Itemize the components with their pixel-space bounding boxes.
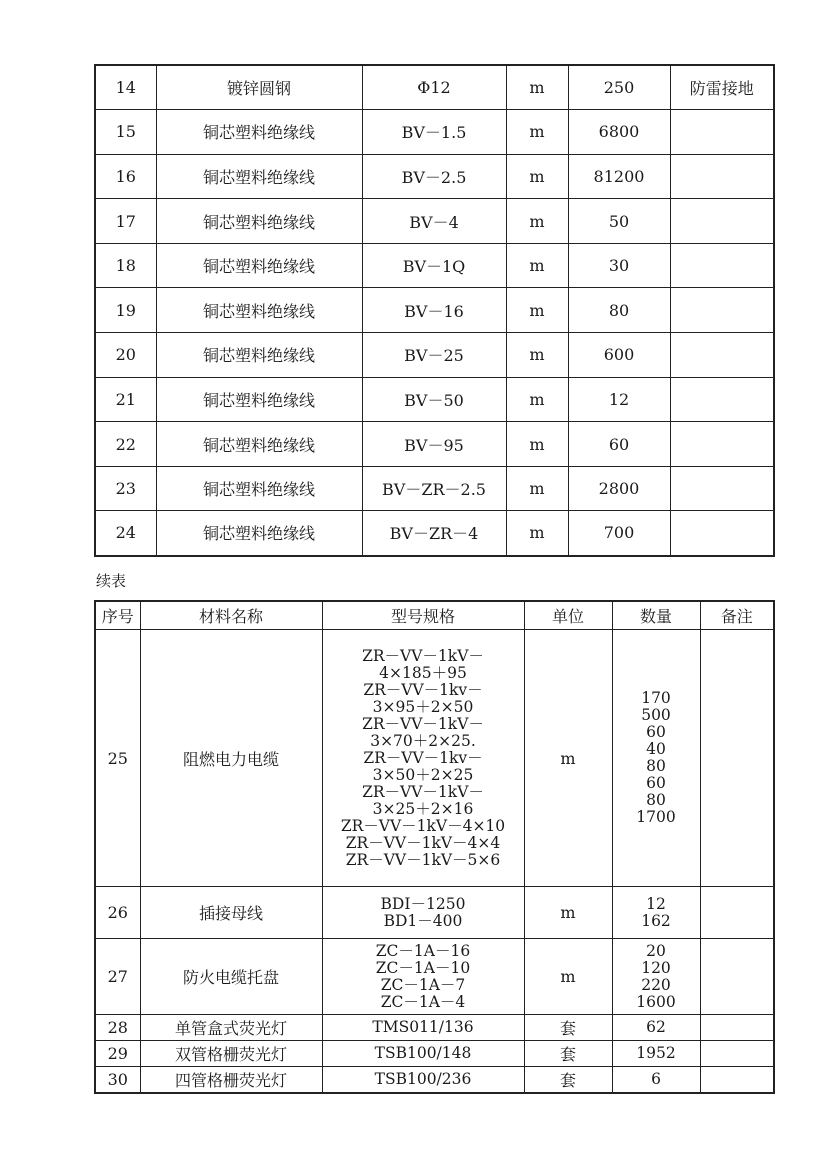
column-header: 材料名称 <box>140 601 322 630</box>
cell-no: 27 <box>95 939 140 1015</box>
cell-name: 镀锌圆钢 <box>156 65 362 110</box>
qty-line: 60 <box>646 774 666 792</box>
cell-spec <box>322 887 524 939</box>
cell-note <box>670 511 774 556</box>
cell-qty <box>612 630 700 887</box>
cell-name: 铜芯塑料绝缘线 <box>156 511 362 556</box>
cell-name: 插接母线 <box>140 887 322 939</box>
cell-name: 铜芯塑料绝缘线 <box>156 422 362 467</box>
cell-note <box>670 243 774 288</box>
cell-note <box>670 333 774 378</box>
column-header: 序号 <box>95 601 140 630</box>
cell-qty: 6800 <box>568 110 670 155</box>
cell-unit: 套 <box>524 1015 612 1041</box>
spec-line: ZC－1A－16 <box>375 941 471 960</box>
cell-unit: m <box>506 422 568 467</box>
spec-line: ZR－VV－1kV－ <box>362 646 484 665</box>
cell-qty: 80 <box>568 288 670 333</box>
cell-spec: BV－25 <box>362 333 506 378</box>
qty-line: 162 <box>641 911 671 930</box>
table-header-row <box>95 601 774 630</box>
spec-line: ZR－VV－1kv－ <box>363 748 483 767</box>
cell-qty: 50 <box>568 199 670 244</box>
cell-no: 18 <box>95 243 156 288</box>
cell-qty <box>612 1041 700 1067</box>
cell-spec <box>322 939 524 1015</box>
spec-line: ZC－1A－10 <box>375 958 471 977</box>
qty-line: 12 <box>646 894 666 913</box>
cell-name: 铜芯塑料绝缘线 <box>156 154 362 199</box>
material-table-part2 <box>94 600 775 1094</box>
cell-spec: Φ12 <box>362 65 506 110</box>
cell-unit: m <box>506 65 568 110</box>
cell-spec: BV－1.5 <box>362 110 506 155</box>
cell-name: 铜芯塑料绝缘线 <box>156 199 362 244</box>
cell-qty: 60 <box>568 422 670 467</box>
cell-spec: BV－16 <box>362 288 506 333</box>
table-row <box>95 333 774 378</box>
qty-line: 500 <box>641 706 671 724</box>
spec-line: BDI－1250 <box>380 894 466 913</box>
cell-unit: m <box>524 939 612 1015</box>
cell-unit: m <box>506 110 568 155</box>
qty-line: 62 <box>646 1018 666 1036</box>
spec-line: ZR－VV－1kv－ <box>363 680 483 699</box>
cell-spec: BV－4 <box>362 199 506 244</box>
cell-no: 29 <box>95 1041 140 1067</box>
table-row <box>95 1015 774 1041</box>
cell-unit: m <box>506 199 568 244</box>
cell-note <box>670 466 774 511</box>
cell-no: 28 <box>95 1015 140 1041</box>
cell-name: 铜芯塑料绝缘线 <box>156 110 362 155</box>
cell-name: 阻燃电力电缆 <box>140 630 322 887</box>
cell-note <box>700 1067 774 1093</box>
column-header: 单位 <box>524 601 612 630</box>
cell-qty: 250 <box>568 65 670 110</box>
qty-line: 60 <box>646 723 666 741</box>
cell-note <box>670 110 774 155</box>
qty-line: 80 <box>646 757 666 775</box>
cell-spec: BV－95 <box>362 422 506 467</box>
table-row <box>95 466 774 511</box>
cell-no: 21 <box>95 377 156 422</box>
cell-spec <box>322 1067 524 1093</box>
cell-no: 30 <box>95 1067 140 1093</box>
table-row <box>95 288 774 333</box>
table-row <box>95 199 774 244</box>
cell-no: 20 <box>95 333 156 378</box>
cell-note <box>700 1015 774 1041</box>
cell-no: 14 <box>95 65 156 110</box>
table-row <box>95 154 774 199</box>
table-row <box>95 939 774 1015</box>
table-row <box>95 377 774 422</box>
spec-line: ZC－1A－7 <box>380 975 466 994</box>
column-header: 数量 <box>612 601 700 630</box>
cell-name: 铜芯塑料绝缘线 <box>156 377 362 422</box>
cell-name: 四管格栅荧光灯 <box>140 1067 322 1093</box>
cell-unit: m <box>524 887 612 939</box>
continuation-caption: 续表 <box>96 572 127 590</box>
cell-qty: 12 <box>568 377 670 422</box>
cell-unit: 套 <box>524 1041 612 1067</box>
cell-note <box>700 1041 774 1067</box>
cell-unit: m <box>506 466 568 511</box>
cell-spec <box>322 630 524 887</box>
qty-line: 170 <box>641 689 671 707</box>
spec-line: 3×95＋2×50 <box>372 697 474 716</box>
spec-line: 3×50＋2×25 <box>372 765 474 784</box>
table-row <box>95 630 774 887</box>
qty-line: 20 <box>646 941 666 960</box>
table-row <box>95 511 774 556</box>
cell-spec: BV－1Q <box>362 243 506 288</box>
cell-name: 单管盒式荧光灯 <box>140 1015 322 1041</box>
qty-line: 1700 <box>636 808 676 826</box>
cell-spec: BV－ZR－4 <box>362 511 506 556</box>
cell-name: 铜芯塑料绝缘线 <box>156 466 362 511</box>
cell-unit: m <box>506 511 568 556</box>
cell-qty <box>612 1067 700 1093</box>
qty-line: 40 <box>646 740 666 758</box>
cell-spec <box>322 1041 524 1067</box>
cell-unit: m <box>506 377 568 422</box>
spec-line: BD1－400 <box>383 911 463 930</box>
spec-line: 4×185＋95 <box>379 663 467 682</box>
table-row <box>95 1067 774 1093</box>
cell-note <box>700 887 774 939</box>
cell-unit: 套 <box>524 1067 612 1093</box>
cell-name: 铜芯塑料绝缘线 <box>156 243 362 288</box>
table-row <box>95 422 774 467</box>
cell-qty <box>612 1015 700 1041</box>
cell-unit: m <box>506 333 568 378</box>
spec-line: TSB100/236 <box>374 1069 472 1088</box>
cell-unit: m <box>506 288 568 333</box>
table-row <box>95 110 774 155</box>
cell-note: 防雷接地 <box>670 65 774 110</box>
table-row <box>95 65 774 110</box>
cell-note <box>670 199 774 244</box>
cell-qty: 2800 <box>568 466 670 511</box>
spec-line: ZR－VV－1kV－4×10 <box>340 816 506 835</box>
cell-note <box>670 422 774 467</box>
cell-note <box>670 288 774 333</box>
qty-line: 6 <box>651 1069 661 1088</box>
cell-no: 16 <box>95 154 156 199</box>
cell-name: 铜芯塑料绝缘线 <box>156 333 362 378</box>
cell-spec: BV－ZR－2.5 <box>362 466 506 511</box>
cell-no: 23 <box>95 466 156 511</box>
spec-line: 3×70＋2×25. <box>370 731 476 750</box>
spec-line: 3×25＋2×16 <box>372 799 474 818</box>
column-header: 备注 <box>700 601 774 630</box>
table-row <box>95 1041 774 1067</box>
spec-line: ZR－VV－1kV－5×6 <box>345 850 501 869</box>
table-row <box>95 887 774 939</box>
cell-unit: m <box>506 154 568 199</box>
cell-note <box>670 154 774 199</box>
cell-qty: 81200 <box>568 154 670 199</box>
cell-name: 防火电缆托盘 <box>140 939 322 1015</box>
cell-note <box>700 630 774 887</box>
cell-no: 17 <box>95 199 156 244</box>
material-table-part1 <box>94 64 775 557</box>
spec-line: TSB100/148 <box>374 1044 472 1062</box>
spec-line: ZR－VV－1kV－4×4 <box>345 833 501 852</box>
qty-line: 80 <box>646 791 666 809</box>
cell-name: 双管格栅荧光灯 <box>140 1041 322 1067</box>
spec-line: ZR－VV－1kV－ <box>362 782 484 801</box>
cell-note <box>700 939 774 1015</box>
cell-qty <box>612 887 700 939</box>
spec-line: TMS011/136 <box>372 1018 474 1036</box>
cell-qty: 600 <box>568 333 670 378</box>
cell-spec: BV－2.5 <box>362 154 506 199</box>
column-header: 型号规格 <box>322 601 524 630</box>
cell-spec <box>322 1015 524 1041</box>
cell-no: 19 <box>95 288 156 333</box>
table-row <box>95 243 774 288</box>
cell-no: 24 <box>95 511 156 556</box>
cell-unit: m <box>524 630 612 887</box>
cell-no: 26 <box>95 887 140 939</box>
cell-spec: BV－50 <box>362 377 506 422</box>
cell-no: 25 <box>95 630 140 887</box>
cell-no: 15 <box>95 110 156 155</box>
cell-note <box>670 377 774 422</box>
qty-line: 220 <box>641 975 671 994</box>
cell-qty: 700 <box>568 511 670 556</box>
cell-qty: 30 <box>568 243 670 288</box>
cell-unit: m <box>506 243 568 288</box>
cell-name: 铜芯塑料绝缘线 <box>156 288 362 333</box>
qty-line: 120 <box>641 958 671 977</box>
spec-line: ZC－1A－4 <box>380 992 466 1011</box>
cell-no: 22 <box>95 422 156 467</box>
qty-line: 1952 <box>636 1044 676 1062</box>
spec-line: ZR－VV－1kV－ <box>362 714 484 733</box>
qty-line: 1600 <box>636 992 676 1011</box>
cell-qty <box>612 939 700 1015</box>
